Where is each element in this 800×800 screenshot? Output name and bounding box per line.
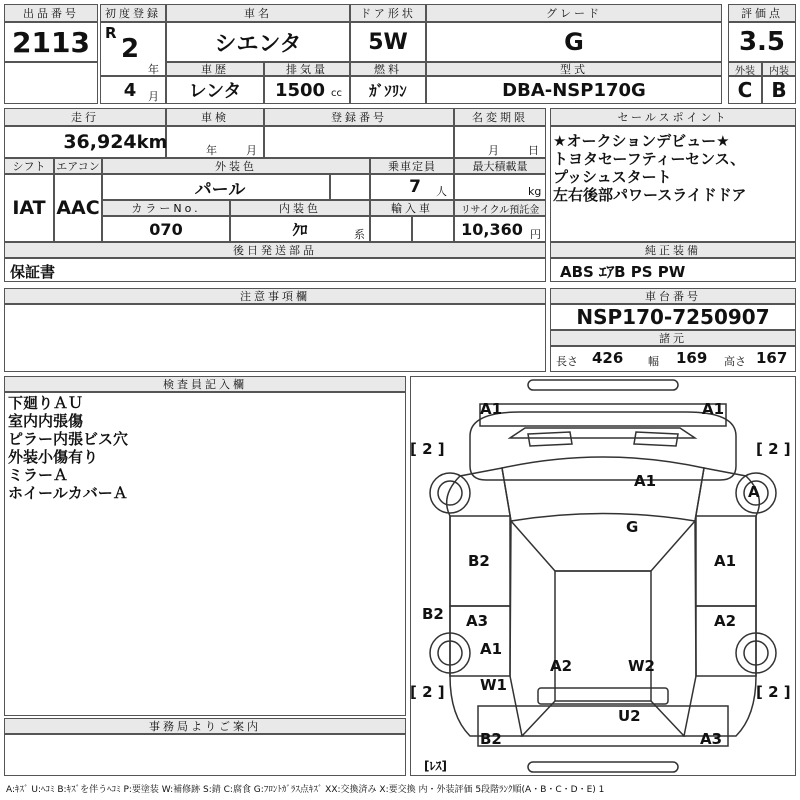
recycle: 10,360: [461, 219, 523, 239]
office-label: 事務局よりご案内: [4, 718, 406, 734]
rear-bumper: [478, 706, 728, 746]
legend: A:ｷｽﾞ U:ﾍｺﾐ B:ｷｽﾞを伴うﾍｺﾐ P:要塗装 W:補修跡 S:錆 C:腐食 G:ﾌﾛﾝﾄｶﾞﾗｽ点ｷｽﾞ XX:交換済み X:要交換 内・外装評価 5段階ﾗﾝｸ順(A・B・C・D・E) 1: [6, 785, 605, 795]
fuel-label: 燃料: [350, 62, 426, 76]
chassis-label: 車台番号: [550, 288, 796, 304]
later-parts-label: 後日発送部品: [4, 242, 546, 258]
int-color-unit: 系: [354, 228, 365, 241]
damage-mark: A1: [634, 472, 657, 490]
type: DBA-NSP170G: [502, 79, 646, 101]
rear-bumper-bottom: [528, 762, 678, 772]
lot-no-extra: [4, 62, 98, 104]
body-left: [447, 468, 522, 736]
damage-mark: A3: [700, 730, 723, 748]
sales-point-line: ★オークションデビュー★: [553, 132, 730, 150]
sales-points-label: セールスポイント: [550, 108, 796, 126]
damage-mark: W2: [628, 657, 655, 675]
car-diagram: [410, 376, 796, 776]
chassis-no: NSP170-7250907: [576, 305, 770, 329]
ac-label: エアコン: [54, 158, 102, 174]
roof-front: [511, 521, 695, 571]
interior-label: 内装: [762, 62, 796, 76]
color-no-label: カラーNo.: [102, 200, 230, 216]
model-name-label: 車名: [166, 4, 350, 22]
door-label: ドア形状: [350, 4, 426, 22]
damage-mark: B2: [422, 605, 444, 623]
inspector-line: 外装小傷有り: [8, 448, 99, 466]
displacement-unit: cc: [331, 88, 342, 99]
score-label: 評価点: [728, 4, 796, 22]
equipment: ABS ｴｱB PS PW: [560, 263, 686, 281]
inspection-label: 車検: [166, 108, 264, 126]
ac: AAC: [56, 197, 100, 219]
import-label: 輸入車: [370, 200, 454, 216]
reg-month: 4: [123, 79, 137, 101]
later-parts-cell: [4, 258, 546, 282]
inspection-year-unit: 年: [206, 144, 217, 157]
model-name: シエンタ: [214, 31, 302, 57]
damage-mark: W1: [480, 676, 507, 694]
height-label: 高さ: [724, 355, 746, 368]
shift-label: シフト: [4, 158, 54, 174]
month-unit: 月: [148, 90, 159, 103]
capacity: 7: [409, 177, 421, 197]
length: 426: [592, 349, 624, 367]
damage-mark: B2: [480, 730, 502, 748]
sales-points-list: [553, 132, 746, 204]
inspector-line: ミラーＡ: [8, 466, 69, 484]
front-bumper: [480, 404, 726, 426]
recycle-unit: 円: [530, 228, 541, 241]
damage-mark: U2: [618, 707, 641, 725]
damage-mark: A: [748, 483, 760, 501]
first-reg-label: 初度登録: [100, 4, 166, 22]
damage-mark: A1: [480, 640, 503, 658]
load-label: 最大積載量: [454, 158, 546, 174]
length-label: 長さ: [556, 355, 578, 368]
damage-mark: [ 2 ]: [756, 440, 791, 458]
height: 167: [756, 349, 788, 367]
reg-year: 2: [120, 34, 140, 64]
import-cell-b: [412, 216, 454, 242]
notes-label: 注意事項欄: [4, 288, 546, 304]
reg-no-cell: [264, 126, 454, 158]
width-label: 幅: [648, 355, 659, 368]
inspector-line: 室内内張傷: [8, 412, 84, 430]
recycle-label: リサイクル預託金: [454, 200, 546, 216]
grade: G: [564, 28, 584, 56]
era: R: [105, 24, 117, 42]
score: 3.5: [738, 27, 786, 57]
int-color: ｸﾛ: [292, 220, 308, 239]
hood-outline: [470, 412, 736, 480]
name-change-month-unit: 月: [488, 144, 499, 157]
notes-box: [4, 304, 546, 372]
inspection-month-unit: 月: [246, 144, 257, 157]
roof: [555, 571, 651, 701]
body-right: [684, 468, 759, 736]
lot-no-label: 出品番号: [4, 4, 98, 22]
sales-point-line: プッシュスタート: [553, 168, 672, 186]
displacement: 1500: [274, 79, 326, 101]
headlight-right: [634, 432, 678, 446]
reg-no-label: 登録番号: [264, 108, 454, 126]
damage-mark: [ 2 ]: [410, 683, 445, 701]
sales-point-line: 左右後部パワースライドドア: [553, 186, 747, 204]
history-label: 車歴: [166, 62, 264, 76]
history: レンタ: [188, 81, 242, 102]
damage-mark: A2: [714, 612, 737, 630]
hub-front-left: [438, 481, 462, 505]
displacement-label: 排気量: [264, 62, 350, 76]
year-unit: 年: [148, 63, 159, 76]
exterior-grade: C: [737, 78, 753, 102]
lot-no: 2113: [12, 25, 90, 59]
color-label: 外装色: [102, 158, 370, 174]
sales-point-line: トヨタセーフティーセンス、: [553, 150, 746, 168]
damage-mark: A3: [466, 612, 489, 630]
shift: IAT: [12, 197, 46, 219]
width: 169: [676, 349, 708, 367]
wheel-front-left: [430, 473, 470, 513]
capacity-unit: 人: [436, 185, 447, 198]
color: パール: [194, 179, 246, 200]
damage-mark: [ﾚｽ]: [424, 759, 447, 773]
later-parts: 保証書: [10, 263, 56, 281]
headlight-left: [528, 432, 572, 446]
door: 5W: [368, 29, 408, 55]
color-no: 070: [149, 219, 183, 239]
office-box: [4, 734, 406, 776]
grade-label: グレード: [426, 4, 722, 22]
inspector-line: ピラー内張ビス穴: [8, 430, 129, 448]
damage-mark: [ 2 ]: [410, 440, 445, 458]
int-color-label: 内装色: [230, 200, 370, 216]
load-unit: kg: [528, 185, 542, 198]
dims-label: 諸元: [550, 330, 796, 346]
damage-mark: A1: [480, 400, 503, 418]
inspector-line: ホイールカバーＡ: [8, 484, 128, 502]
damage-mark: A1: [714, 552, 737, 570]
exterior-label: 外装: [728, 62, 762, 76]
damage-mark: G: [626, 518, 639, 536]
interior-grade: B: [771, 78, 787, 102]
mileage: 36,924: [63, 131, 137, 153]
equipment-label: 純正装備: [550, 242, 796, 258]
import-cell-a: [370, 216, 412, 242]
type-label: 型式: [426, 62, 722, 76]
mileage-label: 走行: [4, 108, 166, 126]
front-bumper-top: [528, 380, 678, 390]
damage-mark: A1: [702, 400, 725, 418]
damage-mark: A2: [550, 657, 573, 675]
mileage-unit: km: [136, 131, 168, 153]
windshield: [502, 457, 704, 521]
inspector-line: 下廻りＡＵ: [8, 394, 84, 412]
capacity-label: 乗車定員: [370, 158, 454, 174]
inspector-label: 検査員記入欄: [4, 376, 406, 392]
inspector-notes: [8, 394, 128, 502]
damage-mark: [ 2 ]: [756, 683, 791, 701]
name-change-day-unit: 日: [528, 144, 539, 157]
fuel: ｶﾞｿﾘﾝ: [369, 81, 407, 100]
damage-mark: B2: [468, 552, 490, 570]
name-change-label: 名変期限: [454, 108, 546, 126]
color-cell-extra: [330, 174, 370, 200]
